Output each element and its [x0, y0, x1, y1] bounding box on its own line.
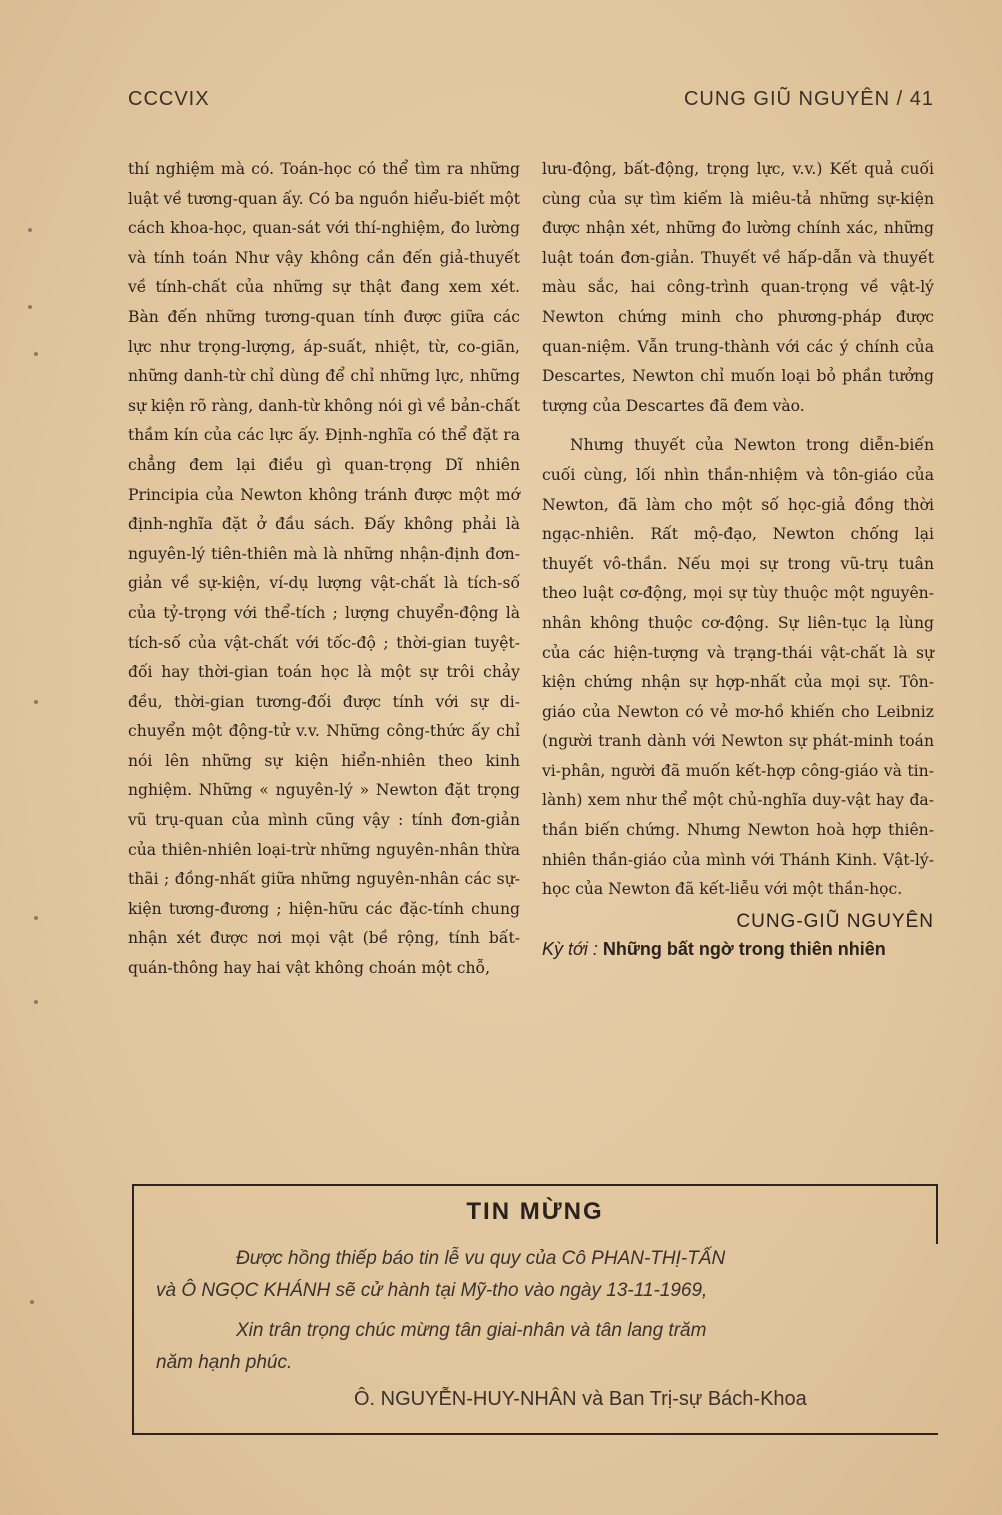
issue-number: CCCVIX [128, 88, 210, 110]
binding-hole-mark [30, 1300, 34, 1304]
announcement-line: Xin trân trọng chúc mừng tân giai-nhân và tân lang trăm [236, 1320, 707, 1341]
article-paragraph: thí nghiệm mà có. Toán-học có thể tìm ra những luật về tương-quan ấy. Có ba nguồn hiểu-biết một cách khoa-học, quan-sát với thí-nghiệm, đo lường và tính toán Như vậy không cần đến giả-thuyết về tính-chất của những sự thật đang xem xét. Bàn đến những tương-quan tính được giữa các lực như trọng-lượng, áp-suất, nhiệt, từ, co-giãn, những danh-từ chỉ dùng để chỉ những lực, những sự kiện rõ ràng, danh-từ không nói gì về bản-chất thầm kín của các lực ấy. Định-nghĩa có thể đặt ra chẳng đem lại điều gì quan-trọng Dĩ nhiên Principia của Newton không tránh được một mớ định-nghĩa đặt ở đầu sách. Đấy không phải là nguyên-lý tiên-thiên mà là những nhận-định đơn-giản về sự-kiện, ví-dụ lượng vật-chất là tích-số của tỷ-trọng với thể-tích ; lượng chuyển-động là tích-số của vật-chất với tốc-độ ; thời-gian tuyệt-đối hay thời-gian toán học là một sự trôi chảy đều, thời-gian tương-đối được tính với sự di-chuyển một động-tử v.v. Những công-thức ấy chỉ nói lên những sự kiện hiển-nhiên theo kinh nghiệm. Những « nguyên-lý » Newton đặt trọng vũ trụ-quan của mình cũng vậy : tính đơn-giản của thiên-nhiên loại-trừ những nguyên-nhân thừa thãi ; đồng-nhất giữa những nguyên-nhân các sự-kiện tương-đương ; hiện-hữu các đặc-tính chung nhận xét được nơi mọi vật (bề rộng, tính bất-quán-thông hay hai vật không choán một chỗ, [128, 160, 520, 978]
binding-hole-mark [34, 916, 38, 920]
announcement-title: TIN MỪNG [466, 1198, 604, 1225]
wedding-announcement-box [132, 1184, 938, 1439]
announcement-line: năm hạnh phúc. [156, 1352, 293, 1373]
next-issue-title: Những bất ngờ trong thiên nhiên [602, 939, 886, 960]
next-issue-prefix: Kỳ tới : [542, 939, 598, 960]
next-issue-teaser [542, 936, 934, 962]
page-header [128, 88, 934, 122]
announcement-line: Được hồng thiếp báo tin lễ vu quy của Cô PHAN-THỊ-TẤN [236, 1248, 726, 1269]
announcement-signature: Ô. NGUYỄN-HUY-NHÂN và Ban Trị-sự Bách-Khoa [354, 1388, 807, 1410]
binding-hole-mark [34, 700, 38, 704]
right-column [542, 155, 934, 962]
box-border-top [132, 1184, 938, 1186]
article-paragraph: Nhưng thuyết của Newton trong diễn-biến cuối cùng, lối nhìn thần-nhiệm và tôn-giáo của Newton, đã làm cho một số học-giả đồng thời ngạc-nhiên. Rất mộ-đạo, Newton chống lại thuyết vô-thần. Nếu mọi sự trong vũ-trụ tuân theo luật cơ-động, mọi sự tùy thuộc một nguyên-nhân không thuộc cơ-động. Sự liên-tục lạ lùng của các hiện-tượng và trạng-thái vật-chất là sự kiện chứng nhận sự hợp-nhất của mọi sự. Tôn-giáo của Newton có vẻ mơ-hồ khiến cho Leibniz (người tranh dành với Newton sự phát-minh toán vi-phân, người đã muốn kết-hợp công-giáo và tin-lành) xem như thể một chủ-nghĩa duy-vật hay đa-thần biến chứng. Nhưng Newton hoà hợp thiên-nhiên thần-giáo của mình với Thánh Kinh. Vật-lý-học của Newton đã kết-liễu với một thần-học. [542, 436, 934, 899]
article-paragraph: lưu-động, bất-động, trọng lực, v.v.) Kết quả cuối cùng của sự tìm kiếm là miêu-tả những sự-kiện được nhận xét, những đo lường chính xác, những luật toán đơn-giản. Thuyết về hấp-dẫn và thuyết màu sắc, hai công-trình quan-trọng về vật-lý Newton chứng minh cho phương-pháp được quan-niệm. Vẫn trung-thành với các ý chính của Descartes, Newton chỉ muốn loại bỏ phần tưởng tượng của Descartes đã đem vào. [542, 160, 934, 415]
binding-hole-mark [34, 352, 38, 356]
box-border-bottom [132, 1433, 938, 1435]
binding-hole-mark [34, 1000, 38, 1004]
binding-hole-mark [28, 305, 32, 309]
binding-hole-mark [28, 228, 32, 232]
announcement-line: và Ô NGỌC KHÁNH sẽ cử hành tại Mỹ-tho vào ngày 13-11-1969, [156, 1280, 708, 1301]
left-column [128, 155, 520, 984]
running-head-author-page: CUNG GIŨ NGUYÊN / 41 [683, 88, 934, 110]
author-signature: CUNG-GIŨ NGUYÊN [736, 910, 934, 932]
